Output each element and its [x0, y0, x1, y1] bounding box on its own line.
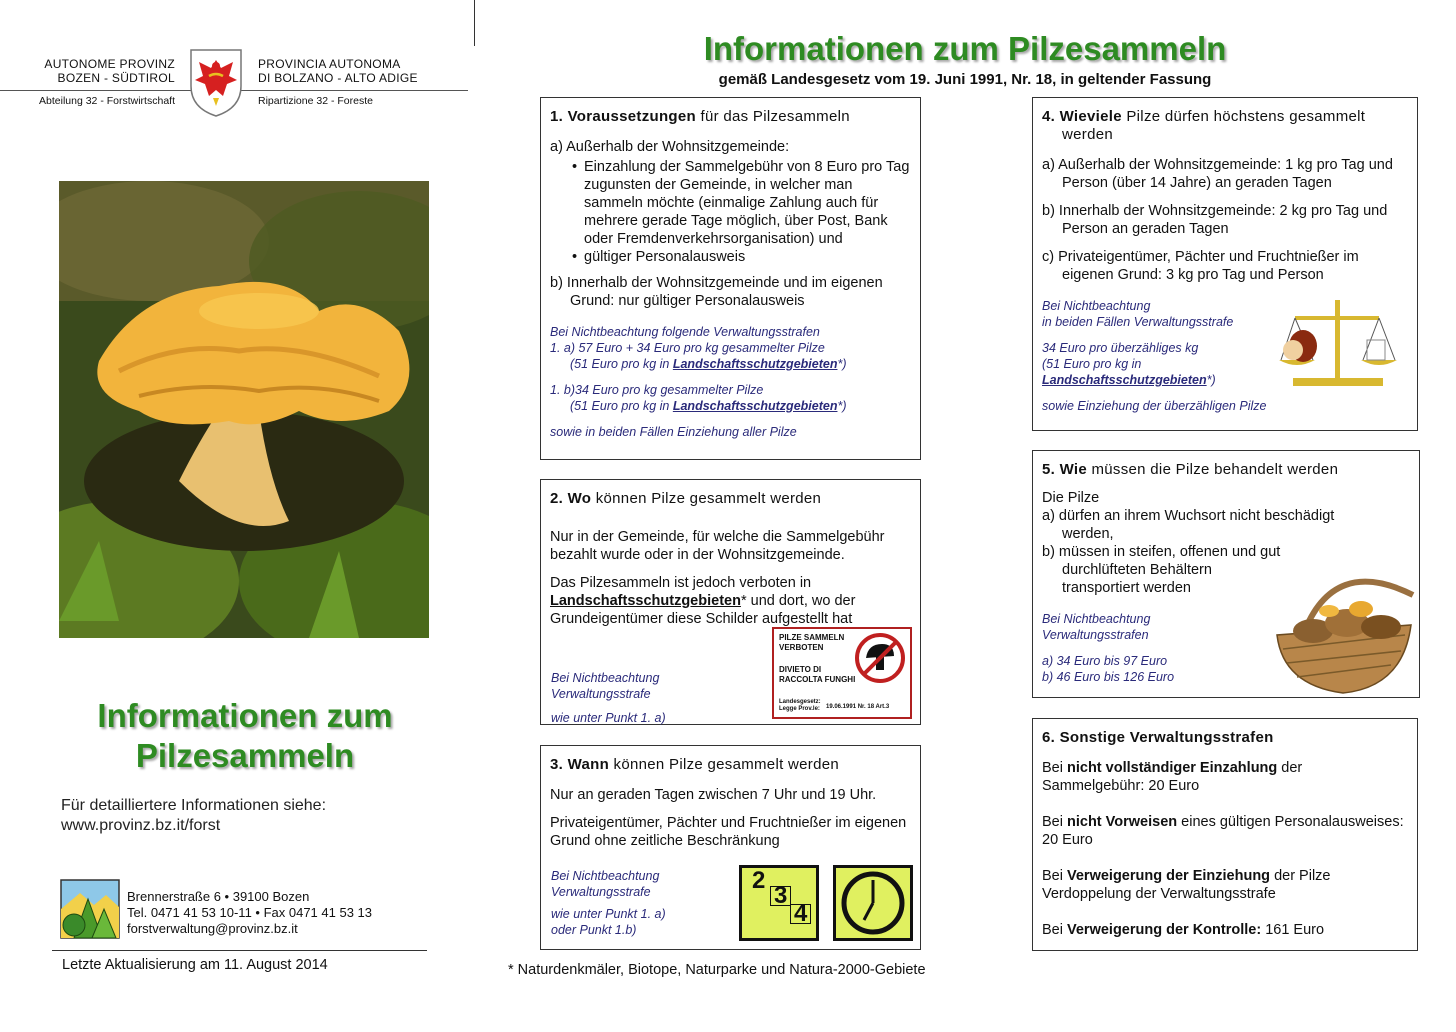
main-title: Informationen zum Pilzesammeln — [703, 30, 1227, 67]
no-picking-sign: PILZE SAMMELN VERBOTEN DIVIETO DI RACCOLTA FUNGHI Landesgesetz: Legge Prov.le: 19.06.1991 Nr. 18 Art.3 — [772, 627, 912, 719]
section-1-box: 1. Voraussetzungen für das Pilzesammeln a) Außerhalb der Wohnsitzgemeinde: • Einzahlung der Sammelgebühr von 8 Euro pro Tag zugunsten der Gemeinde, in welcher man sammeln möchte (einmalige Zahlung auch für mehrere gerade Tage möglich, über Post, Bank oder Fremdenverkehrsorganisation) und • gültiger Personalausweis b) Innerhalb der Wohnsitzgemeinde und im eigenen Grund: nur gültiger Personalausweis Bei Nichtbeachtung folgende Verwaltungsstrafen 1. a) 57 Euro + 34 Euro pro kg gesammelter Pilze (51 Euro pro kg in Landschaftsschutzgebieten*) 1. b)34 Euro pro kg gesammelter Pilze (51 Euro pro kg in Landschaftsschutzgebieten*) sowie in beiden Fällen Einziehung aller Pilze — [540, 97, 921, 460]
footnote: * Naturdenkmäler, Biotope, Naturparke und Natura-2000-Gebiete — [508, 962, 926, 978]
eagle-crest-icon — [187, 46, 245, 118]
dept-it: Ripartizione 32 - Foreste — [258, 95, 373, 107]
protected-areas-link[interactable]: Landschaftsschutzgebieten — [550, 593, 741, 609]
dept-de: Abteilung 32 - Forstwirtschaft — [39, 95, 175, 107]
section-1-heading: 1. Voraussetzungen für das Pilzesammeln — [550, 108, 850, 125]
section-1-list: • Einzahlung der Sammelgebühr von 8 Euro pro Tag zugunsten der Gemeinde, in welcher man sammeln möchte (einmalige Zahlung auch für mehrere gerade Tage möglich, über Post, Bank oder Fremdenverkehrsorganisation) und • gültiger Personalausweis — [550, 158, 911, 266]
forestry-logo-icon — [60, 879, 120, 939]
section-6-heading: 6. Sonstige Verwaltungsstrafen — [1042, 729, 1274, 746]
mushroom-image — [59, 181, 429, 638]
email-link[interactable]: forstverwaltung@provinz.bz.it — [127, 921, 298, 936]
header-province-de: AUTONOME PROVINZ BOZEN - SÜDTIROL — [44, 57, 175, 85]
section-6-box: 6. Sonstige Verwaltungsstrafen Bei nicht vollständiger Einzahlung der Sammelgebühr: 20 Euro Bei nicht Vorweisen eines gültigen Personalausweises: 20 Euro Bei Verweigerung der Einziehung der Pilze Verdoppelung der Verwaltungsstrafe Bei Verweigerung der Kontrolle: 161 Euro — [1032, 718, 1418, 951]
no-mushroom-icon — [854, 632, 906, 684]
even-days-icon: 2 3 4 — [739, 865, 819, 941]
main-subtitle: gemäß Landesgesetz vom 19. Juni 1991, Nr. 18, in geltender Fassung — [718, 71, 1212, 88]
clock-icon — [833, 865, 913, 941]
more-info: Für detailliertere Informationen siehe: www.provinz.bz.it/forst — [61, 797, 327, 834]
section-3-penalties: Bei Nichtbeachtung Verwaltungsstrafe wie unter Punkt 1. a) oder Punkt 1.b) — [551, 869, 666, 937]
protected-areas-link[interactable]: Landschaftsschutzgebieten — [672, 357, 838, 371]
section-2-heading: 2. Wo können Pilze gesammelt werden — [550, 490, 822, 507]
mushroom-basket-icon — [1273, 565, 1415, 695]
section-5-heading: 5. Wie müssen die Pilze behandelt werden — [1042, 461, 1339, 478]
section-2-box: 2. Wo können Pilze gesammelt werden Nur in der Gemeinde, für welche die Sammelgebühr bezahlt wurde oder in der Wohnsitzgemeinde. Das Pilzesammeln ist jedoch verboten in Landschaftsschutzgebieten* und dort, wo der Grundeigentümer diese Schilder aufgestellt hat Bei Nichtbeachtung Verwaltungsstrafe wie unter Punkt 1. a) PILZE SAMMELN VERBOTEN DIVIETO DI RACCOLTA FUNGHI Landesgesetz: Legge Prov.le: 19.06.1991 Nr. 18 Art.3 — [540, 479, 921, 725]
last-updated: Letzte Aktualisierung am 11. August 2014 — [62, 957, 328, 973]
section-3-heading: 3. Wann können Pilze gesammelt werden — [550, 756, 840, 773]
address-rule — [52, 950, 427, 951]
section-4-box: 4. Wieviele Pilze dürfen höchstens gesammelt werden a) Außerhalb der Wohnsitzgemeinde: 1 kg pro Tag und Person (über 14 Jahre) an geraden Tagen b) Innerhalb der Wohnsitzgemeinde: 2 kg pro Tag und Person an geraden Tagen c) Privateigentümer, Pächter und Fruchtnießer im eigenen Grund: 3 kg pro Tag und Person Bei Nichtbeachtung in beiden Fällen Verwaltungsstrafe 34 Euro pro überzähliges kg (51 Euro pro kg in Landschaftsschutzgebieten*) sowie Einziehung der überzähligen Pilze — [1032, 97, 1418, 431]
header-province-it: PROVINCIA AUTONOMA DI BOLZANO - ALTO ADIGE — [258, 57, 418, 85]
chanterelle-photo — [59, 181, 429, 638]
website-link[interactable]: www.provinz.bz.it/forst — [61, 817, 221, 834]
section-1-penalties: Bei Nichtbeachtung folgende Verwaltungsstrafen 1. a) 57 Euro + 34 Euro pro kg gesammelter Pilze (51 Euro pro kg in Landschaftsschutzgebieten*) 1. b)34 Euro pro kg gesammelter Pilze (51 Euro pro kg in Landschaftsschutzgebieten*) sowie in beiden Fällen Einziehung aller Pilze — [550, 325, 847, 439]
header-divider-vertical — [474, 0, 475, 46]
address-block: Brennerstraße 6 • 39100 Bozen Tel. 0471 41 53 10-11 • Fax 0471 41 53 13 forstverwaltung@provinz.bz.it — [127, 889, 372, 936]
scale-icon — [1277, 296, 1397, 392]
protected-areas-link[interactable]: Landschaftsschutzgebieten — [1042, 373, 1207, 387]
protected-areas-link[interactable]: Landschaftsschutzgebieten — [672, 399, 838, 413]
section-3-box: 3. Wann können Pilze gesammelt werden Nur an geraden Tagen zwischen 7 Uhr und 19 Uhr. Privateigentümer, Pächter und Fruchtnießer im eigenen Grund ohne zeitliche Beschränkung Bei Nichtbeachtung Verwaltungsstrafe wie unter Punkt 1. a) oder Punkt 1.b) 2 3 4 — [540, 745, 921, 950]
left-title: Informationen zum Pilzesammeln — [97, 697, 393, 774]
section-4-heading: 4. Wieviele Pilze dürfen höchstens gesammelt werden — [1042, 108, 1366, 143]
section-4-penalties: Bei Nichtbeachtung in beiden Fällen Verwaltungsstrafe 34 Euro pro überzähliges kg (51 Euro pro kg in Landschaftsschutzgebieten*) sowie Einziehung der überzähligen Pilze — [1042, 299, 1267, 413]
section-2-penalties: Bei Nichtbeachtung Verwaltungsstrafe wie unter Punkt 1. a) — [551, 671, 666, 725]
section-5-penalties: Bei Nichtbeachtung Verwaltungsstrafen a) 34 Euro bis 97 Euro b) 46 Euro bis 126 Euro — [1042, 612, 1175, 684]
section-5-box: 5. Wie müssen die Pilze behandelt werden Die Pilze a) dürfen an ihrem Wuchsort nicht beschädigt werden, b) müssen in steifen, offenen und gut durchlüfteten Behältern transportiert werden Bei Nichtbeachtung Verwaltungsstrafen a) 34 Euro bis 97 Euro b) 46 Euro bis 126 Euro — [1032, 450, 1420, 698]
